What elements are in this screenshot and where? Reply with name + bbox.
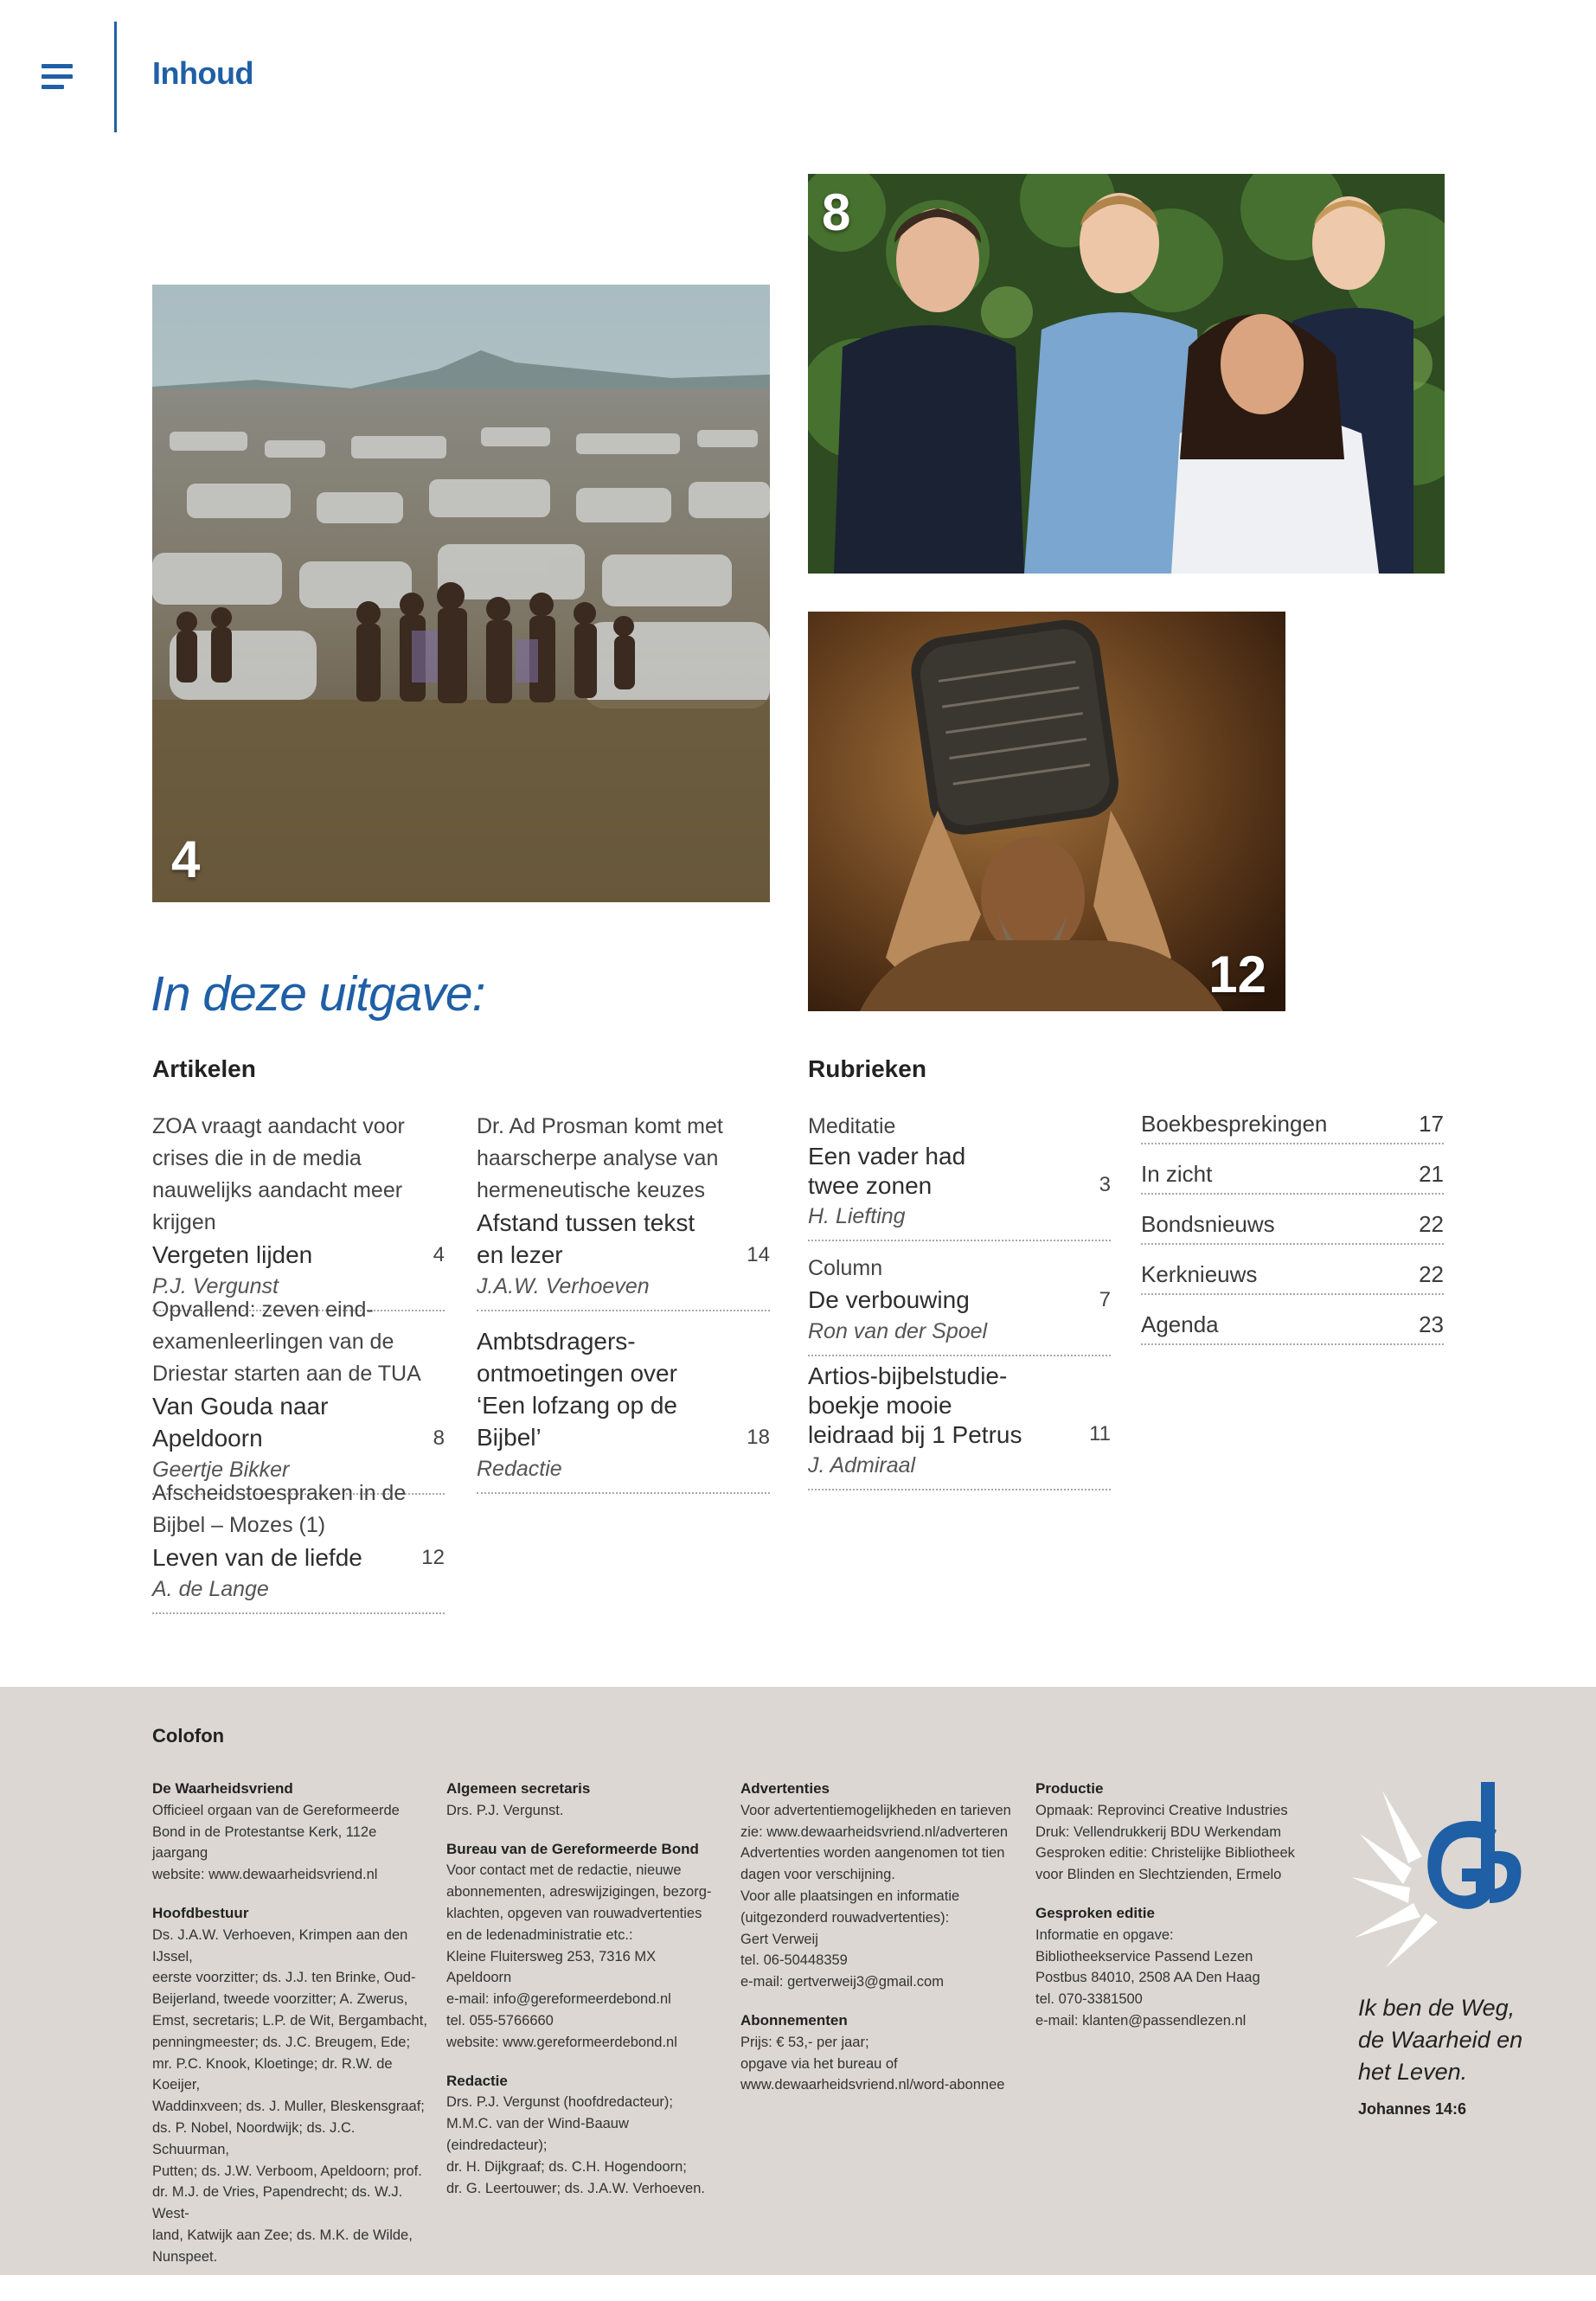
article-author: P.J. Vergunst [152, 1274, 279, 1298]
colofon-link[interactable]: www.dewaarheidsvriend.nl/word-abonnee [740, 2077, 1005, 2093]
colofon-heading: Redactie [446, 2072, 508, 2089]
rubric-list-item[interactable] [1141, 1311, 1444, 1345]
colofon-line: Voor advertentiemogelijkheden en tarieven [740, 1802, 1011, 1818]
page-number: 21 [1419, 1161, 1444, 1187]
colofon-line: M.M.C. van der Wind-Baauw (eindredacteur); [446, 2116, 629, 2153]
quote-line: de Waarheid en [1358, 2027, 1523, 2053]
rubrieken-heading: Rubrieken [808, 1055, 926, 1082]
page-number: 3 [1099, 1173, 1111, 1196]
page-number: 22 [1419, 1261, 1444, 1287]
article-entry[interactable] [477, 1325, 770, 1494]
colofon-line: Opmaak: Reprovinci Creative Industries [1035, 1802, 1288, 1818]
colofon-line: Gesproken editie: Christelijke Bibliotheek [1035, 1845, 1295, 1862]
page-number-badge: 12 [1208, 945, 1266, 1003]
colofon-link[interactable]: website: www.dewaarheidsvriend.nl [152, 1867, 378, 1883]
header-divider [114, 22, 117, 132]
colofon-line: Bond in de Protestantse Kerk, 112e jaargang [152, 1823, 377, 1862]
students-group-photo[interactable] [808, 174, 1445, 574]
rubric-list-label: In zicht [1141, 1161, 1213, 1187]
article-title: Afstand tussen tekst en lezer [477, 1209, 695, 1268]
colofon-column [446, 1779, 723, 2199]
rubric-list-label: Bondsnieuws [1141, 1211, 1275, 1237]
colofon-line: abonnementen, adreswijzigingen, bezorg- [446, 1884, 712, 1900]
rubric-author: Ron van der Spoel [808, 1319, 988, 1343]
colofon-line: dr. H. Dijkgraaf; ds. C.H. Hogendoorn; [446, 2158, 687, 2175]
artikelen-heading: Artikelen [152, 1055, 256, 1082]
page-number-badge: 8 [822, 183, 851, 241]
page-number: 23 [1419, 1311, 1444, 1337]
colofon-line: Ds. J.A.W. Verhoeven, Krimpen aan den IJssel, [152, 1926, 408, 1965]
page-number: 14 [747, 1243, 770, 1266]
colofon-line: land, Katwijk aan Zee; ds. M.K. de Wilde, [152, 2227, 413, 2243]
rubric-list-item[interactable] [1141, 1211, 1444, 1245]
rubric-title: De verbouwing [808, 1286, 970, 1313]
gb-logo-icon [1351, 1773, 1524, 1972]
colofon-column [152, 1779, 429, 2268]
colofon-heading: Abonnementen [740, 2011, 848, 2029]
colofon-line: voor Blinden en Slechtzienden, Ermelo [1035, 1867, 1282, 1883]
colofon-line: en de ledenadministratie etc.: [446, 1926, 633, 1943]
colofon-line: dr. G. Leertouwer; ds. J.A.W. Verhoeven. [446, 2180, 705, 2196]
page-number-badge: 4 [171, 830, 201, 888]
rubric-list-label: Agenda [1141, 1311, 1219, 1337]
colofon-column [740, 1779, 1017, 2096]
colofon-email[interactable]: e-mail: info@gereformeerdebond.nl [446, 1991, 671, 2008]
rubric-entry[interactable] [808, 1253, 1111, 1356]
colofon-line: Bibliotheekservice Passend Lezen [1035, 1948, 1253, 1965]
page-number: 12 [421, 1546, 445, 1569]
article-title: Van Gouda naar Apeldoorn [152, 1393, 329, 1452]
article-author: J.A.W. Verhoeven [477, 1274, 650, 1298]
quote-line: het Leven. [1358, 2059, 1468, 2085]
rubric-title: Artios-bijbelstudie-boekje mooie leidraad bij 1 Petrus [808, 1362, 1022, 1448]
article-intro: ZOA vraagt aandacht voor crises die in de media nauwelijks aandacht meer krijgen [152, 1114, 405, 1234]
colofon-line: ds. P. Nobel, Noordwijk; ds. J.C. Schuurman, [152, 2119, 356, 2157]
colofon-line: dagen voor verschijning. [740, 1867, 895, 1883]
colofon-heading: De Waarheidsvriend [152, 1780, 293, 1797]
colofon-line: Druk: Vellendrukkerij BDU Werkendam [1035, 1823, 1281, 1840]
colofon-title: Colofon [152, 1725, 225, 1747]
colofon-heading: Productie [1035, 1780, 1104, 1797]
article-intro: Opvallend: zeven eind-examenleerlingen van de Driestar starten aan de TUA [152, 1298, 421, 1386]
colofon-email[interactable]: e-mail: gertverweij3@gmail.com [740, 1974, 944, 1990]
page-number: 17 [1419, 1111, 1444, 1137]
colofon-line: Emst, secretaris; L.P. de Wit, Bergambacht, [152, 2012, 427, 2029]
colofon-line: Drs. P.J. Vergunst. [446, 1802, 564, 1818]
colofon-line: tel. 06-50448359 [740, 1952, 848, 1969]
article-title: Vergeten lijden [152, 1241, 313, 1268]
rubric-list-item[interactable] [1141, 1161, 1444, 1195]
refugee-camp-illustration [152, 285, 770, 902]
article-title: Leven van de liefde [152, 1544, 362, 1571]
colofon-heading: Advertenties [740, 1780, 830, 1797]
page-number: 22 [1419, 1211, 1444, 1237]
colofon-line: Nunspeet. [152, 2248, 218, 2265]
colofon-line: Putten; ds. J.W. Verboom, Apeldoorn; prof. [152, 2163, 422, 2179]
colofon-line: Drs. P.J. Vergunst (hoofdredacteur); [446, 2094, 673, 2111]
article-title: Ambtsdragers-ontmoetingen over ‘Een lofzang op de Bijbel’ [477, 1328, 677, 1451]
colofon-line: Advertenties worden aangenomen tot tien [740, 1845, 1005, 1862]
moses-painting-photo[interactable] [808, 612, 1285, 1011]
colofon-line: Voor alle plaatsingen en informatie [740, 1888, 960, 1904]
gereformeerde-bond-logo [1351, 1773, 1524, 1972]
colofon-line: Gert Verweij [740, 1931, 818, 1947]
rubric-label: Meditatie [808, 1114, 896, 1138]
colofon-line: tel. 070-3381500 [1035, 1991, 1143, 2008]
colofon-line: opgave via het bureau of [740, 2055, 898, 2072]
article-intro: Afscheidstoespraken in de Bijbel – Mozes (1) [152, 1481, 407, 1537]
article-entry[interactable] [152, 1477, 445, 1614]
colofon-column [1035, 1779, 1312, 2032]
page-number: 11 [1089, 1422, 1111, 1445]
rubric-author: H. Liefting [808, 1204, 906, 1228]
article-entry[interactable] [152, 1111, 445, 1311]
colofon-line: Officieel orgaan van de Gereformeerde [152, 1802, 400, 1818]
article-author: Geertje Bikker [152, 1458, 290, 1482]
page-title: Inhoud [152, 55, 253, 91]
colofon-heading: Algemeen secretaris [446, 1780, 591, 1797]
colofon-line: Postbus 84010, 2508 AA Den Haag [1035, 1970, 1260, 1986]
colofon-line: dr. M.J. de Vries, Papendrecht; ds. W.J. West- [152, 2184, 403, 2222]
section-heading: In deze uitgave: [151, 966, 485, 1022]
colofon-link[interactable]: website: www.gereformeerdebond.nl [446, 2034, 677, 2050]
article-intro: Dr. Ad Prosman komt met haarscherpe analyse van hermeneutische keuzes [477, 1114, 723, 1202]
article-entry[interactable] [477, 1111, 770, 1311]
rubric-list-item[interactable] [1141, 1111, 1444, 1144]
rubric-author: J. Admiraal [808, 1453, 916, 1477]
rubric-entry[interactable] [808, 1111, 1111, 1241]
rubric-entry[interactable] [808, 1362, 1111, 1490]
colofon-line: Beijerland, tweede voorzitter; A. Zwerus, [152, 1991, 408, 2008]
rubric-label: Column [808, 1256, 883, 1280]
refugee-camp-photo[interactable] [152, 285, 770, 902]
colofon-line: penningmeester; ds. J.C. Breugem, Ede; [152, 2034, 411, 2050]
menu-icon[interactable] [42, 64, 73, 90]
article-author: Redactie [477, 1457, 562, 1481]
page-number: 8 [433, 1426, 445, 1450]
rubric-list-label: Kerknieuws [1141, 1261, 1258, 1287]
page-number: 4 [433, 1243, 445, 1266]
colofon-link[interactable]: zie: www.dewaarheidsvriend.nl/adverteren [740, 1823, 1009, 1840]
colofon-heading: Bureau van de Gereformeerde Bond [446, 1840, 699, 1857]
colofon-line: (uitgezonderd rouwadvertenties): [740, 1909, 950, 1926]
page-number: 18 [747, 1426, 770, 1449]
colofon-line: eerste voorzitter; ds. J.J. ten Brinke, Oud- [152, 1970, 416, 1986]
rubric-list-item[interactable] [1141, 1261, 1444, 1295]
colofon-line: Informatie en opgave: [1035, 1926, 1174, 1943]
article-author: A. de Lange [152, 1577, 269, 1601]
colofon-heading: Hoofdbestuur [152, 1904, 249, 1921]
colofon-line: Waddinxveen; ds. J. Muller, Bleskensgraaf; [152, 2099, 425, 2115]
students-group-illustration [808, 174, 1445, 574]
colofon-line: klachten, opgeven van rouwadvertenties [446, 1905, 702, 1921]
quote-line: Ik ben de Weg, [1358, 1995, 1516, 2021]
scripture-reference: Johannes 14:6 [1358, 2100, 1467, 2118]
colofon-line: Prijs: € 53,- per jaar; [740, 2034, 869, 2050]
rubric-title: Een vader had twee zonen [808, 1143, 966, 1199]
rubric-list-label: Boekbesprekingen [1141, 1111, 1328, 1137]
colofon-email[interactable]: e-mail: klanten@passendlezen.nl [1035, 2012, 1247, 2029]
colofon-line: mr. P.C. Knook, Kloetinge; dr. R.W. de Koeijer, [152, 2055, 393, 2093]
colofon-heading: Gesproken editie [1035, 1904, 1155, 1921]
colofon-line: Kleine Fluitersweg 253, 7316 MX Apeldoorn [446, 1948, 657, 1986]
page-number: 7 [1099, 1288, 1111, 1311]
scripture-quote [1358, 1992, 1522, 2088]
colofon-line: tel. 055-5766660 [446, 2012, 554, 2029]
colofon-line: Voor contact met de redactie, nieuwe [446, 1862, 682, 1879]
article-entry[interactable] [152, 1294, 445, 1495]
